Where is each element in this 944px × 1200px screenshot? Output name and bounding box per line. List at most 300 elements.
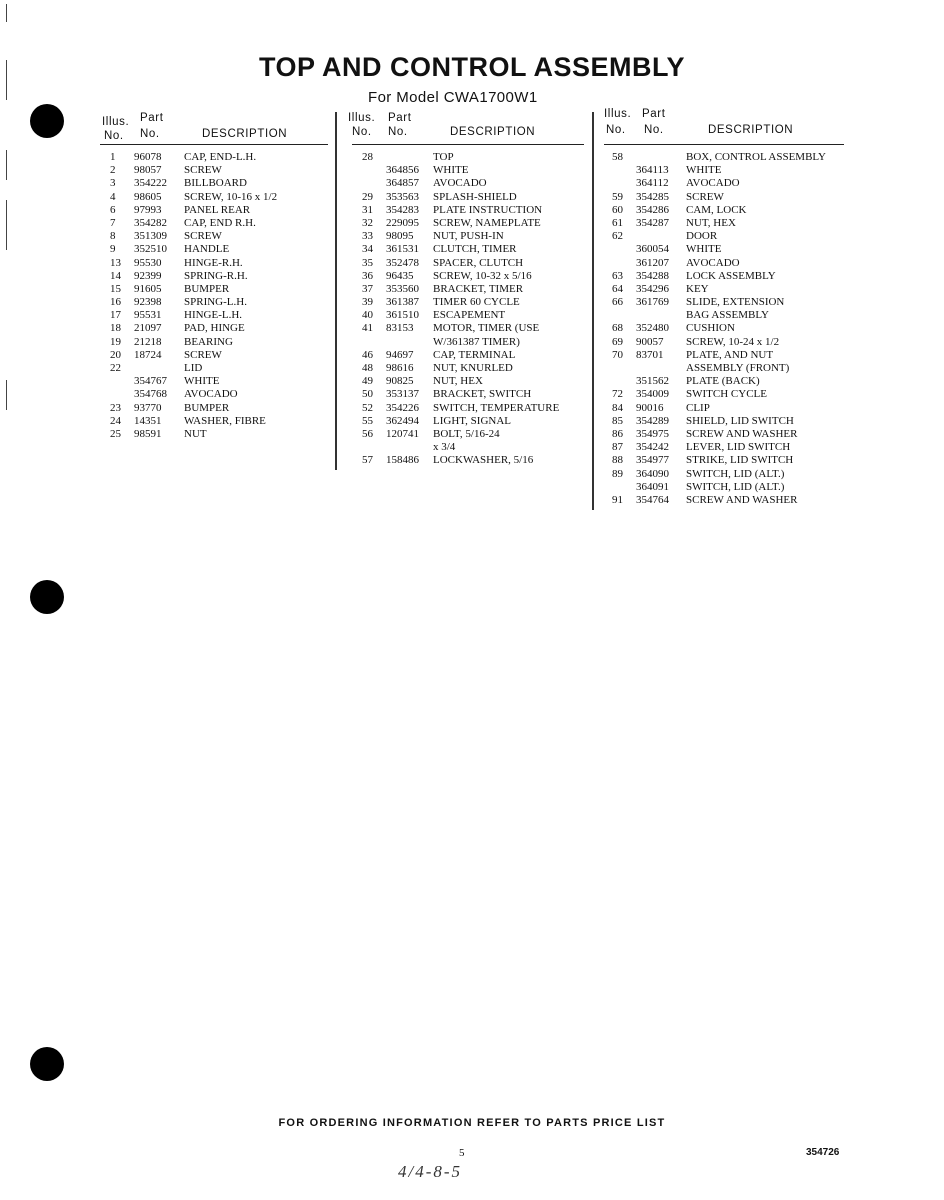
parts-column-3 bbox=[604, 110, 844, 507]
part-description: HINGE-L.H. bbox=[184, 309, 243, 322]
part-description: BRACKET, SWITCH bbox=[433, 388, 532, 401]
parts-row bbox=[352, 296, 584, 309]
part-number: 229095 bbox=[386, 216, 419, 229]
parts-row bbox=[352, 164, 584, 177]
part-description: BUMPER bbox=[184, 282, 230, 295]
part-number: 354767 bbox=[134, 375, 167, 388]
part-label: Part bbox=[140, 112, 164, 124]
part-number: 354977 bbox=[636, 454, 669, 467]
illus-number: 59 bbox=[612, 190, 623, 203]
part-description: SCREW bbox=[184, 230, 222, 243]
part-description: BEARING bbox=[184, 335, 233, 348]
part-number: 95530 bbox=[134, 256, 162, 269]
illus-number: 34 bbox=[362, 243, 373, 256]
parts-row bbox=[100, 283, 328, 296]
parts-row bbox=[100, 388, 328, 401]
illus-number: 66 bbox=[612, 296, 623, 309]
part-description: CUSHION bbox=[686, 322, 735, 335]
part-description: AVOCADO bbox=[184, 388, 238, 401]
parts-row bbox=[604, 454, 844, 467]
parts-row bbox=[100, 428, 328, 441]
part-description: PAD, HINGE bbox=[184, 322, 245, 335]
part-number: 353560 bbox=[386, 282, 419, 295]
part-label: Part bbox=[388, 112, 412, 124]
part-number: 354764 bbox=[636, 493, 669, 506]
parts-row bbox=[100, 164, 328, 177]
part-description: KEY bbox=[686, 282, 709, 295]
part-description: NUT, HEX bbox=[686, 216, 736, 229]
part-number: 90825 bbox=[386, 375, 414, 388]
illus-number: 37 bbox=[362, 282, 373, 295]
illus-number: 50 bbox=[362, 388, 373, 401]
illus-number: 63 bbox=[612, 269, 623, 282]
illus-number: 41 bbox=[362, 322, 373, 335]
illus-number: 39 bbox=[362, 296, 373, 309]
illus-label: Illus. bbox=[102, 116, 130, 128]
part-number: 354009 bbox=[636, 388, 669, 401]
scan-edge-mark bbox=[6, 150, 7, 180]
parts-row bbox=[100, 151, 328, 164]
parts-row bbox=[352, 415, 584, 428]
illus-number: 14 bbox=[110, 269, 121, 282]
part-description: PANEL REAR bbox=[184, 203, 251, 216]
parts-row bbox=[604, 164, 844, 177]
illus-number: 87 bbox=[612, 441, 623, 454]
illus-number: 33 bbox=[362, 230, 373, 243]
part-number: 90057 bbox=[636, 335, 664, 348]
parts-list bbox=[100, 151, 328, 441]
part-description: LID bbox=[184, 362, 203, 374]
part-number: 21097 bbox=[134, 322, 162, 335]
parts-row bbox=[604, 468, 844, 481]
part-no-label: No. bbox=[140, 128, 160, 140]
part-description: BOX, CONTROL ASSEMBLY bbox=[686, 151, 826, 163]
part-no-label: No. bbox=[644, 124, 664, 136]
part-number: 354285 bbox=[636, 190, 669, 203]
part-no-label: No. bbox=[388, 126, 408, 138]
part-description: LOCKWASHER, 5/16 bbox=[433, 454, 534, 467]
part-number: 361510 bbox=[386, 309, 419, 322]
binder-hole-bottom bbox=[30, 1047, 64, 1081]
part-number: 361387 bbox=[386, 296, 419, 309]
parts-row bbox=[100, 257, 328, 270]
part-description: SWITCH, LID (ALT.) bbox=[686, 480, 785, 493]
illus-number: 17 bbox=[110, 309, 121, 322]
part-description: STRIKE, LID SWITCH bbox=[686, 454, 794, 467]
part-number: 364091 bbox=[636, 480, 669, 493]
part-description: WASHER, FIBRE bbox=[184, 414, 266, 427]
part-description: NUT, KNURLED bbox=[433, 362, 513, 374]
part-description: SWITCH CYCLE bbox=[686, 388, 767, 401]
part-description: W/361387 TIMER) bbox=[433, 335, 520, 348]
part-number: 120741 bbox=[386, 427, 419, 440]
illus-number: 46 bbox=[362, 348, 373, 361]
parts-row bbox=[352, 177, 584, 190]
parts-row bbox=[604, 151, 844, 164]
illus-number: 62 bbox=[612, 230, 623, 243]
part-number: 91605 bbox=[134, 282, 162, 295]
parts-row bbox=[604, 270, 844, 283]
illus-number: 13 bbox=[110, 256, 121, 269]
illus-no-label: No. bbox=[104, 130, 124, 142]
scan-edge-mark bbox=[6, 380, 7, 410]
ordering-footer: FOR ORDERING INFORMATION REFER TO PARTS PRICE LIST bbox=[278, 1117, 666, 1129]
parts-row bbox=[604, 349, 844, 362]
part-description: BRACKET, TIMER bbox=[433, 282, 524, 295]
illus-number: 29 bbox=[362, 190, 373, 203]
part-description: ESCAPEMENT bbox=[433, 309, 506, 322]
illus-number: 31 bbox=[362, 203, 373, 216]
part-description: BILLBOARD bbox=[184, 177, 247, 190]
illus-number: 7 bbox=[110, 216, 116, 229]
part-number: 352480 bbox=[636, 322, 669, 335]
illus-number: 2 bbox=[110, 164, 116, 177]
parts-row bbox=[604, 388, 844, 401]
part-description: SPRING-L.H. bbox=[184, 296, 247, 309]
parts-row bbox=[100, 204, 328, 217]
part-number: 352510 bbox=[134, 243, 167, 256]
parts-row bbox=[604, 362, 844, 375]
parts-row bbox=[100, 322, 328, 335]
part-description: SCREW, 10-24 x 1/2 bbox=[686, 335, 780, 348]
part-number: 354286 bbox=[636, 203, 669, 216]
part-description: TOP bbox=[433, 151, 454, 163]
illus-number: 28 bbox=[362, 151, 373, 163]
parts-row bbox=[100, 270, 328, 283]
page-number: 5 bbox=[459, 1147, 465, 1159]
part-description: WHITE bbox=[686, 243, 722, 256]
illus-number: 49 bbox=[362, 375, 373, 388]
parts-row bbox=[100, 375, 328, 388]
illus-number: 20 bbox=[110, 348, 121, 361]
part-description: NUT bbox=[184, 427, 207, 440]
parts-row bbox=[100, 177, 328, 190]
part-number: 361531 bbox=[386, 243, 419, 256]
parts-row bbox=[100, 243, 328, 256]
part-number: 364112 bbox=[636, 177, 669, 190]
illus-number: 57 bbox=[362, 454, 373, 467]
parts-row bbox=[352, 217, 584, 230]
illus-number: 91 bbox=[612, 493, 623, 506]
part-number: 95531 bbox=[134, 309, 162, 322]
part-description: CLIP bbox=[686, 401, 710, 414]
part-description: SCREW, 10-32 x 5/16 bbox=[433, 269, 532, 282]
part-number: 351309 bbox=[134, 230, 167, 243]
part-number: 351562 bbox=[636, 375, 669, 388]
handwritten-note: 4/4-8-5 bbox=[398, 1162, 463, 1181]
part-number: 21218 bbox=[134, 335, 162, 348]
illus-number: 85 bbox=[612, 414, 623, 427]
parts-list bbox=[604, 151, 844, 507]
illus-number: 1 bbox=[110, 151, 116, 163]
part-number: 92398 bbox=[134, 296, 162, 309]
part-description: TIMER 60 CYCLE bbox=[433, 296, 520, 309]
part-description: MOTOR, TIMER (USE bbox=[433, 322, 540, 335]
scan-edge-mark bbox=[6, 4, 7, 22]
parts-row bbox=[100, 362, 328, 375]
part-description: SWITCH, TEMPERATURE bbox=[433, 401, 560, 414]
part-number: 364856 bbox=[386, 164, 419, 177]
part-number: 361769 bbox=[636, 296, 669, 309]
parts-row bbox=[604, 441, 844, 454]
parts-row bbox=[604, 204, 844, 217]
part-number: 352478 bbox=[386, 256, 419, 269]
part-description: SCREW AND WASHER bbox=[686, 493, 798, 506]
illus-number: 69 bbox=[612, 335, 623, 348]
model-subtitle: For Model CWA1700W1 bbox=[368, 89, 538, 106]
part-number: 354768 bbox=[134, 388, 167, 401]
part-description: WHITE bbox=[184, 375, 220, 388]
illus-number: 25 bbox=[110, 427, 121, 440]
parts-row bbox=[352, 349, 584, 362]
column-header bbox=[348, 110, 584, 145]
parts-row bbox=[352, 322, 584, 335]
part-description: LEVER, LID SWITCH bbox=[686, 441, 791, 454]
illus-number: 70 bbox=[612, 348, 623, 361]
column-header bbox=[604, 110, 844, 145]
part-description: AVOCADO bbox=[433, 177, 487, 190]
part-number: 354226 bbox=[386, 401, 419, 414]
parts-row bbox=[352, 362, 584, 375]
illus-number: 24 bbox=[110, 414, 121, 427]
scan-edge-mark bbox=[6, 200, 7, 250]
illus-number: 19 bbox=[110, 335, 121, 348]
parts-row bbox=[604, 217, 844, 230]
illus-number: 61 bbox=[612, 216, 623, 229]
illus-number: 23 bbox=[110, 401, 121, 414]
illus-number: 32 bbox=[362, 216, 373, 229]
parts-row bbox=[604, 283, 844, 296]
part-number: 14351 bbox=[134, 414, 162, 427]
part-description: CAP, END R.H. bbox=[184, 216, 256, 229]
illus-label: Illus. bbox=[604, 108, 632, 120]
parts-row bbox=[604, 177, 844, 190]
part-description: SCREW bbox=[686, 190, 724, 203]
part-number: 364857 bbox=[386, 177, 419, 190]
part-number: 98095 bbox=[386, 230, 414, 243]
part-number: 354287 bbox=[636, 216, 669, 229]
part-description: SPACER, CLUTCH bbox=[433, 256, 524, 269]
parts-row bbox=[604, 191, 844, 204]
illus-no-label: No. bbox=[352, 126, 372, 138]
parts-row bbox=[352, 243, 584, 256]
illus-number: 56 bbox=[362, 427, 373, 440]
parts-row bbox=[352, 388, 584, 401]
part-description: ASSEMBLY (FRONT) bbox=[686, 362, 790, 374]
parts-row bbox=[352, 309, 584, 322]
part-description: SPRING-R.H. bbox=[184, 269, 248, 282]
parts-row bbox=[352, 428, 584, 441]
part-description: CAP, TERMINAL bbox=[433, 348, 516, 361]
part-description: LOCK ASSEMBLY bbox=[686, 269, 776, 282]
part-number: 93770 bbox=[134, 401, 162, 414]
part-number: 96078 bbox=[134, 151, 162, 163]
part-description: PLATE (BACK) bbox=[686, 375, 760, 388]
parts-row bbox=[352, 257, 584, 270]
part-description: SCREW bbox=[184, 164, 222, 177]
parts-row bbox=[604, 257, 844, 270]
part-description: PLATE INSTRUCTION bbox=[433, 203, 543, 216]
parts-row bbox=[100, 230, 328, 243]
part-description: SCREW bbox=[184, 348, 222, 361]
part-description: NUT, HEX bbox=[433, 375, 483, 388]
parts-row bbox=[100, 296, 328, 309]
parts-row bbox=[352, 454, 584, 467]
parts-row bbox=[352, 402, 584, 415]
part-description: NUT, PUSH-IN bbox=[433, 230, 504, 243]
part-number: 364090 bbox=[636, 467, 669, 480]
part-description: WHITE bbox=[433, 164, 469, 177]
part-description: AVOCADO bbox=[686, 177, 740, 190]
parts-row bbox=[604, 428, 844, 441]
part-description: SLIDE, EXTENSION bbox=[686, 296, 785, 309]
part-number: 362494 bbox=[386, 414, 419, 427]
part-number: 361207 bbox=[636, 256, 669, 269]
illus-label: Illus. bbox=[348, 112, 376, 124]
illus-no-label: No. bbox=[606, 124, 626, 136]
parts-row bbox=[604, 415, 844, 428]
illus-number: 36 bbox=[362, 269, 373, 282]
parts-row bbox=[352, 375, 584, 388]
part-description: AVOCADO bbox=[686, 256, 740, 269]
part-description: CLUTCH, TIMER bbox=[433, 243, 517, 256]
parts-row bbox=[604, 296, 844, 309]
part-number: 83701 bbox=[636, 348, 664, 361]
illus-number: 58 bbox=[612, 151, 623, 163]
part-number: 96435 bbox=[386, 269, 414, 282]
part-number: 83153 bbox=[386, 322, 414, 335]
illus-number: 8 bbox=[110, 230, 116, 243]
part-number: 353563 bbox=[386, 190, 419, 203]
parts-column-1 bbox=[100, 110, 328, 441]
part-number: 18724 bbox=[134, 348, 162, 361]
parts-row bbox=[100, 415, 328, 428]
part-number: 360054 bbox=[636, 243, 669, 256]
parts-row bbox=[352, 191, 584, 204]
column-divider bbox=[592, 112, 594, 510]
illus-number: 64 bbox=[612, 282, 623, 295]
column-header bbox=[100, 110, 328, 145]
illus-number: 52 bbox=[362, 401, 373, 414]
parts-row bbox=[352, 336, 584, 349]
parts-row bbox=[100, 217, 328, 230]
part-number: 353137 bbox=[386, 388, 419, 401]
part-number: 354242 bbox=[636, 441, 669, 454]
description-label: DESCRIPTION bbox=[708, 124, 794, 136]
illus-number: 35 bbox=[362, 256, 373, 269]
description-label: DESCRIPTION bbox=[450, 126, 536, 138]
page-title: TOP AND CONTROL ASSEMBLY bbox=[258, 52, 686, 82]
part-description: CAM, LOCK bbox=[686, 203, 747, 216]
parts-row bbox=[352, 204, 584, 217]
part-number: 94697 bbox=[386, 348, 414, 361]
part-number: 158486 bbox=[386, 454, 419, 467]
part-description: PLATE, AND NUT bbox=[686, 348, 774, 361]
parts-list bbox=[352, 151, 584, 468]
part-number: 92399 bbox=[134, 269, 162, 282]
illus-number: 9 bbox=[110, 243, 116, 256]
illus-number: 86 bbox=[612, 427, 623, 440]
parts-row bbox=[352, 270, 584, 283]
parts-row bbox=[100, 402, 328, 415]
binder-hole-top bbox=[30, 104, 64, 138]
part-description: CAP, END-L.H. bbox=[184, 151, 257, 163]
part-description: BAG ASSEMBLY bbox=[686, 309, 769, 322]
part-number: 354283 bbox=[386, 203, 419, 216]
illus-number: 88 bbox=[612, 454, 623, 467]
parts-row bbox=[352, 441, 584, 454]
parts-row bbox=[604, 243, 844, 256]
illus-number: 60 bbox=[612, 203, 623, 216]
column-divider bbox=[335, 112, 337, 470]
parts-row bbox=[604, 309, 844, 322]
illus-number: 68 bbox=[612, 322, 623, 335]
parts-row bbox=[604, 402, 844, 415]
illus-number: 16 bbox=[110, 296, 121, 309]
part-description: BUMPER bbox=[184, 401, 230, 414]
binder-hole-middle bbox=[30, 580, 64, 614]
illus-number: 3 bbox=[110, 177, 116, 190]
part-description: SCREW, 10-16 x 1/2 bbox=[184, 190, 278, 203]
part-number: 354288 bbox=[636, 269, 669, 282]
illus-number: 15 bbox=[110, 282, 121, 295]
document-number: 354726 bbox=[806, 1147, 840, 1158]
parts-row bbox=[604, 481, 844, 494]
parts-row bbox=[352, 283, 584, 296]
parts-row bbox=[604, 322, 844, 335]
part-number: 354975 bbox=[636, 427, 669, 440]
parts-row bbox=[604, 494, 844, 507]
description-label: DESCRIPTION bbox=[202, 128, 288, 140]
illus-number: 18 bbox=[110, 322, 121, 335]
illus-number: 48 bbox=[362, 362, 373, 374]
parts-row bbox=[352, 230, 584, 243]
part-description: SWITCH, LID (ALT.) bbox=[686, 467, 785, 480]
illus-number: 22 bbox=[110, 362, 121, 374]
part-description: SPLASH-SHIELD bbox=[433, 190, 517, 203]
part-description: DOOR bbox=[686, 230, 718, 243]
part-number: 97993 bbox=[134, 203, 162, 216]
part-description: LIGHT, SIGNAL bbox=[433, 414, 512, 427]
part-number: 354222 bbox=[134, 177, 167, 190]
illus-number: 40 bbox=[362, 309, 373, 322]
part-description: x 3/4 bbox=[433, 441, 456, 454]
parts-row bbox=[604, 336, 844, 349]
parts-row bbox=[604, 375, 844, 388]
part-number: 90016 bbox=[636, 401, 664, 414]
part-description: HINGE-R.H. bbox=[184, 256, 243, 269]
illus-number: 6 bbox=[110, 203, 116, 216]
part-description: HANDLE bbox=[184, 243, 230, 256]
part-number: 354289 bbox=[636, 414, 669, 427]
part-description: WHITE bbox=[686, 164, 722, 177]
illus-number: 4 bbox=[110, 190, 116, 203]
parts-row bbox=[100, 309, 328, 322]
parts-row bbox=[352, 151, 584, 164]
part-description: BOLT, 5/16-24 bbox=[433, 427, 500, 440]
illus-number: 55 bbox=[362, 414, 373, 427]
part-label: Part bbox=[642, 108, 666, 120]
part-number: 354296 bbox=[636, 282, 669, 295]
parts-column-2 bbox=[348, 110, 584, 468]
parts-row bbox=[100, 336, 328, 349]
part-number: 354282 bbox=[134, 216, 167, 229]
illus-number: 72 bbox=[612, 388, 623, 401]
part-description: SCREW AND WASHER bbox=[686, 427, 798, 440]
parts-row bbox=[100, 191, 328, 204]
part-number: 364113 bbox=[636, 164, 669, 177]
parts-row bbox=[604, 230, 844, 243]
